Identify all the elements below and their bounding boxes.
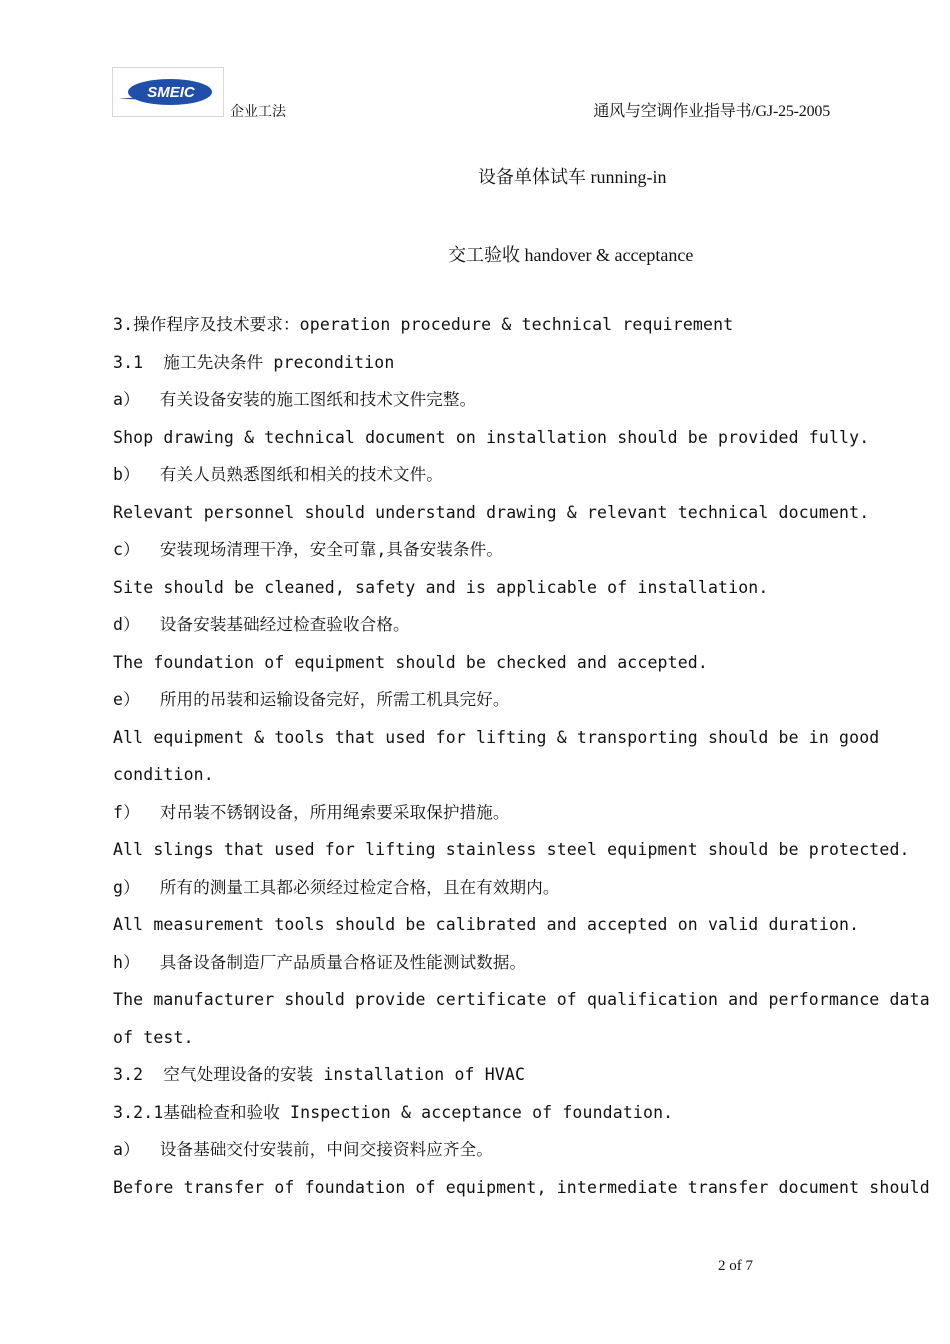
smeic-logo-graphic [113, 68, 223, 116]
item-f-en: All slings that used for lifting stainless steel equipment should be protected. [113, 840, 910, 859]
item-h-cn: h） 具备设备制造厂产品质量合格证及性能测试数据。 [113, 952, 527, 972]
item-e-en-2: condition. [113, 765, 214, 784]
document-body [113, 312, 930, 1212]
item-e-cn: e） 所用的吊装和运输设备完好，所需工机具完好。 [113, 690, 510, 709]
item-c-cn: c） 安装现场清理干净，安全可靠,具备安装条件。 [113, 540, 503, 559]
item-a2-en: Before transfer of foundation of equipment, intermediate transfer document should [113, 1177, 930, 1197]
item-f-cn: f） 对吊装不锈钢设备，所用绳索要采取保护措施。 [113, 802, 510, 822]
company-label: 企业工法 [230, 104, 286, 120]
logo-text: SMEIC [147, 84, 195, 101]
item-d-cn: d） 设备安装基础经过检查验收合格。 [113, 615, 410, 634]
item-b-en: Relevant personnel should understand drawing & relevant technical document. [113, 502, 870, 522]
item-h-en-1: The manufacturer should provide certificate of qualification and performance data [113, 990, 930, 1009]
page-number: 2 of 7 [718, 1258, 753, 1274]
item-e-en-1: All equipment & tools that used for lifting & transporting should be in good [113, 727, 880, 747]
item-d-en: The foundation of equipment should be checked and accepted. [113, 652, 708, 672]
section-3-2-1-heading: 3.2.1基础检查和验收 Inspection & acceptance of foundation. [113, 1102, 674, 1122]
document-title: 通风与空调作业指导书/GJ-25-2005 [593, 103, 830, 120]
item-g-cn: g） 所有的测量工具都必须经过检定合格，且在有效期内。 [113, 877, 560, 897]
section-3-heading: 3.操作程序及技术要求：operation procedure & technical requirement [113, 315, 734, 334]
item-h-en-2: of test. [113, 1027, 194, 1047]
item-b-cn: b） 有关人员熟悉图纸和相关的技术文件。 [113, 465, 443, 484]
item-a-en: Shop drawing & technical document on installation should be provided fully. [113, 427, 870, 447]
company-logo [112, 67, 224, 117]
item-a2-cn: a） 设备基础交付安装前，中间交接资料应齐全。 [113, 1140, 493, 1159]
item-c-en: Site should be cleaned, safety and is applicable of installation. [113, 577, 769, 597]
section-3-1-heading: 3.1 施工先决条件 precondition [113, 352, 395, 372]
step-handover: 交工验收 handover & acceptance [448, 245, 694, 265]
item-a-cn: a） 有关设备安装的施工图纸和技术文件完整。 [113, 390, 477, 409]
step-running-in: 设备单体试车 running-in [478, 167, 667, 187]
section-3-2-heading: 3.2 空气处理设备的安装 installation of HVAC [113, 1065, 526, 1084]
item-g-en: All measurement tools should be calibrated and accepted on valid duration. [113, 915, 860, 934]
